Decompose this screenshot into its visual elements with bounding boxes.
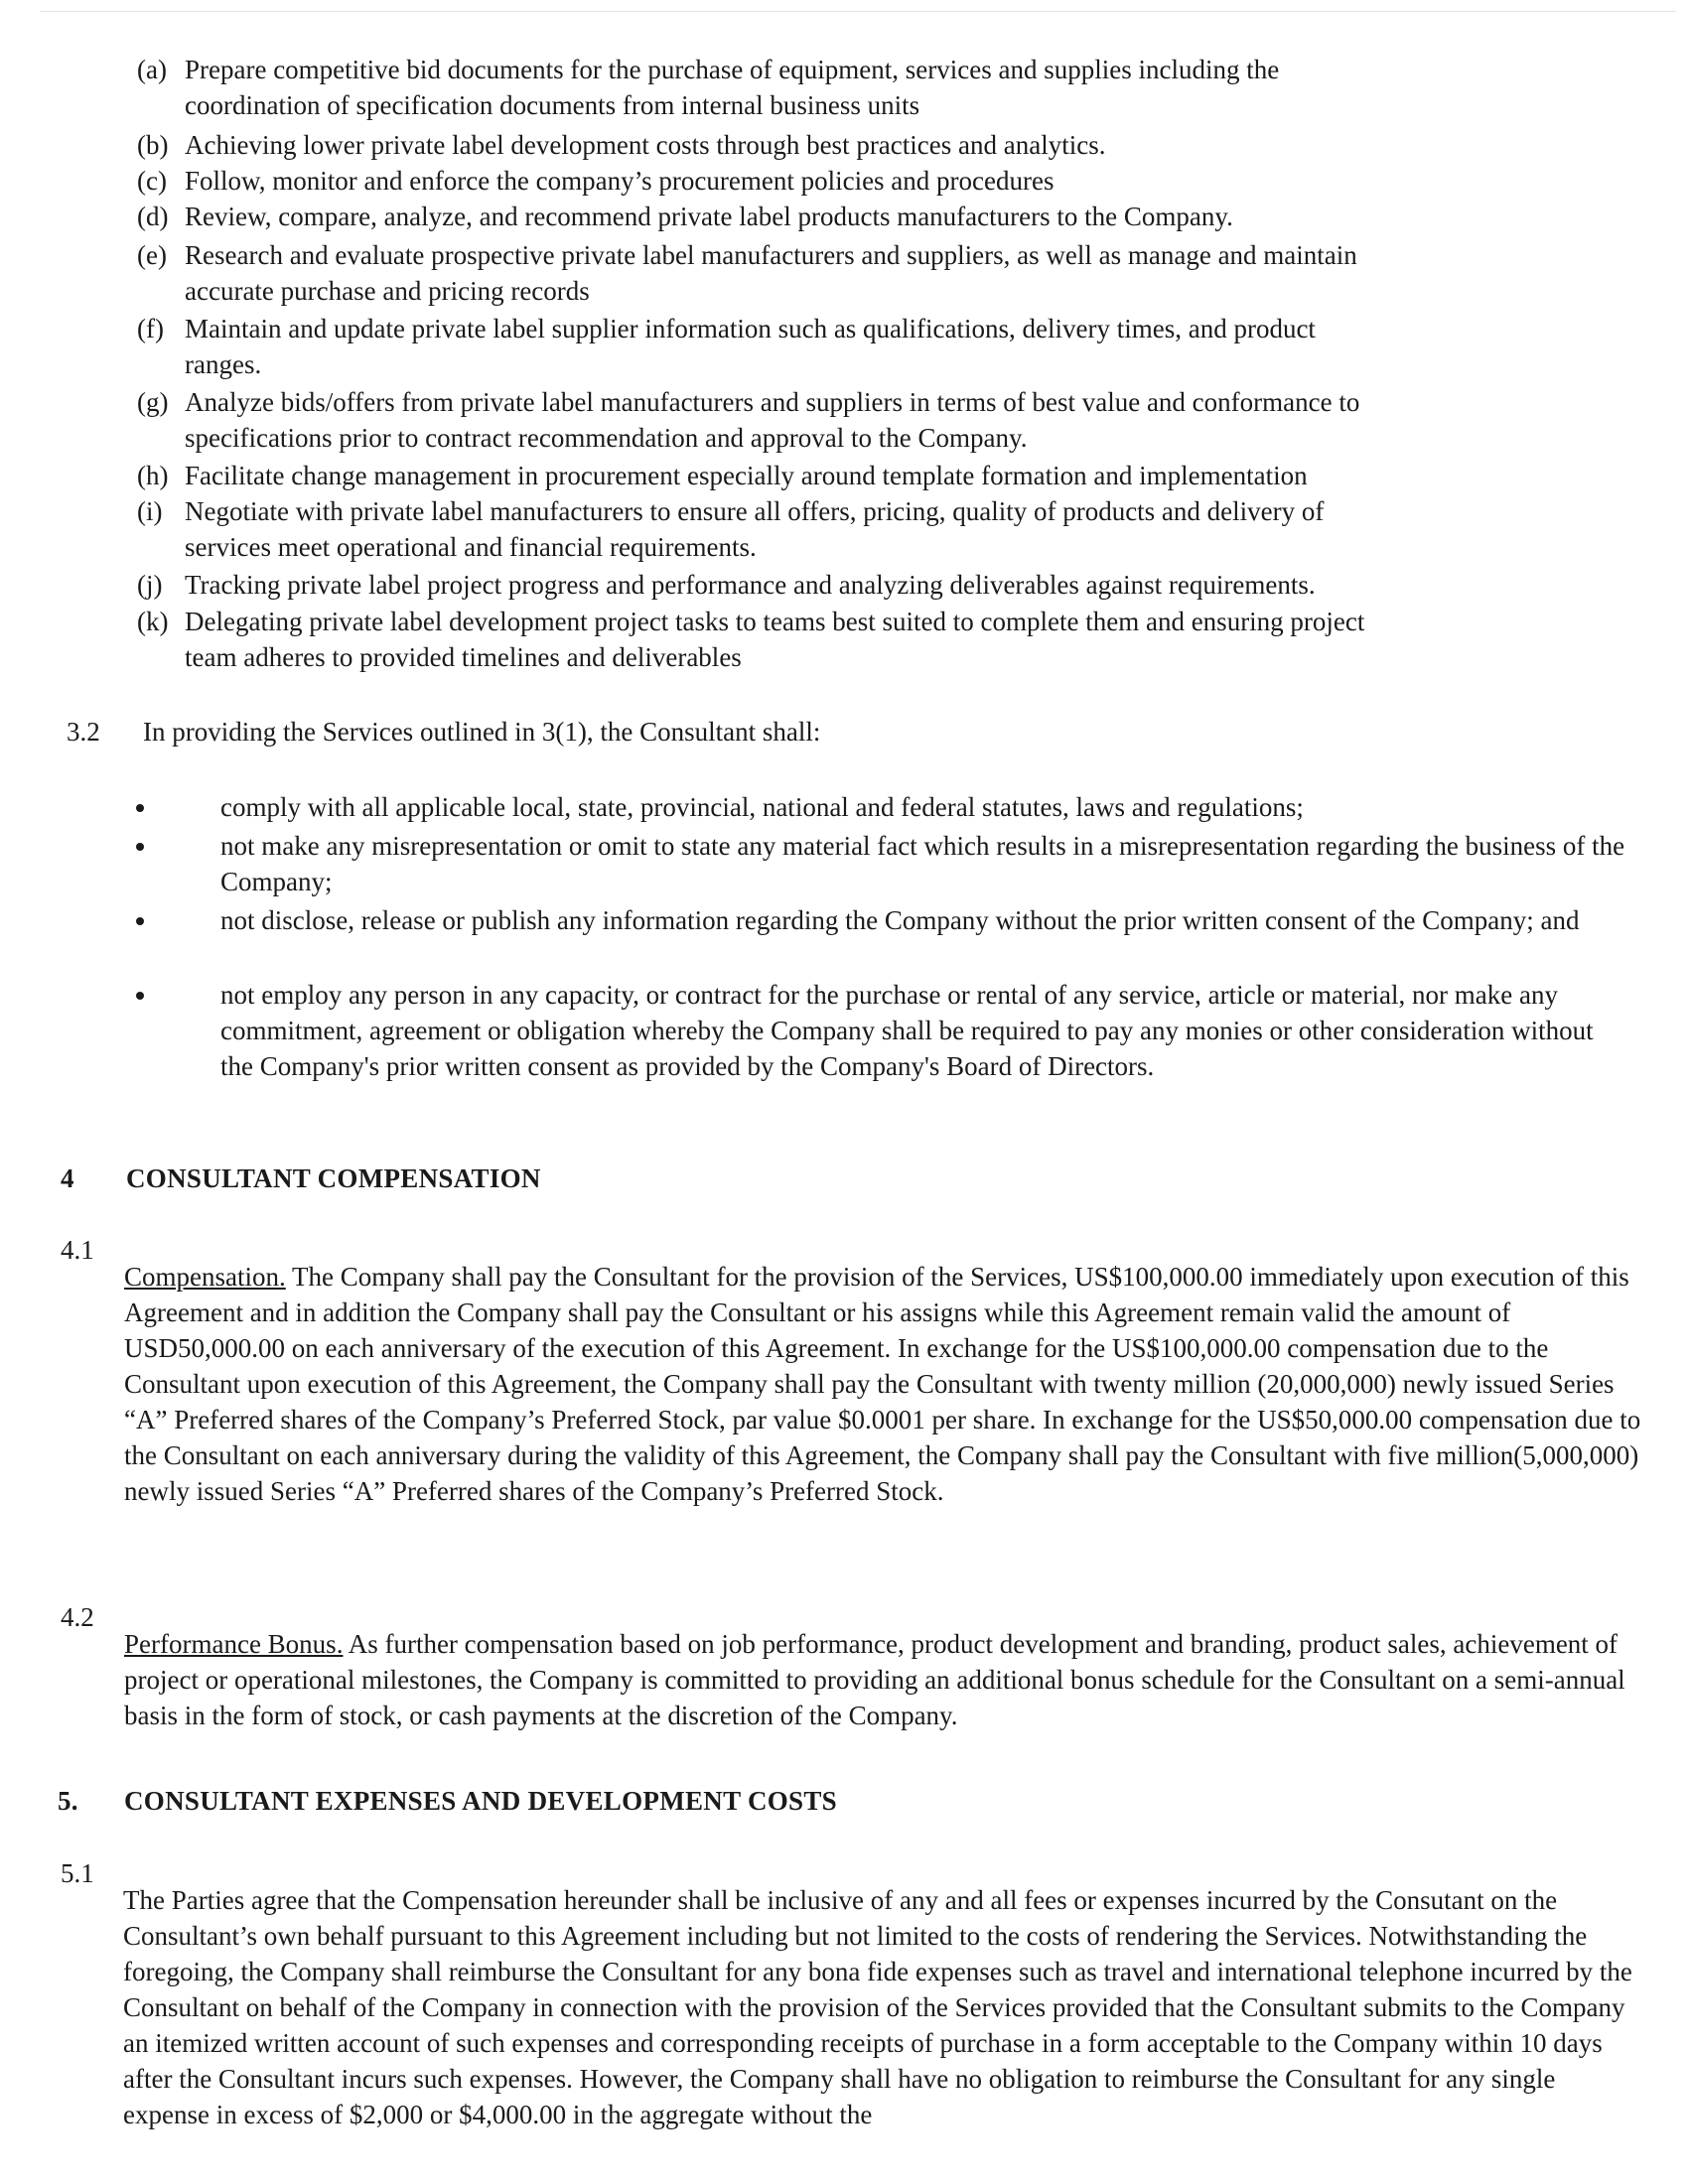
item-text: Negotiate with private label manufacturers to ensure all offers, pricing, quality of products and delivery of: [185, 496, 1325, 526]
bullet-icon: [136, 917, 144, 925]
clause-title: Compensation.: [124, 1262, 286, 1292]
item-label: (h): [137, 461, 169, 490]
item-text: Facilitate change management in procurement especially around template formation and implementation: [185, 461, 1308, 490]
list-item: [0, 567, 1688, 603]
item-text: ranges.: [185, 349, 262, 379]
section-heading: CONSULTANT COMPENSATION: [126, 1163, 541, 1193]
item-text: Review, compare, analyze, and recommend private label products manufacturers to the Company.: [185, 202, 1233, 231]
clause-text: The Company shall pay the Consultant for the provision of the Services, US$100,000.00 immediately upon execution of this Agreement and in addition the Company shall pay the Consultant or his assigns while this Agreement remain valid the amount of USD50,000.00 on each anniversary of the execution of this Agreement. In exchange for the US$100,000.00 compensation due to the Consultant upon execution of this Agreement, the Company shall pay the Consultant with twenty million (20,000,000) newly issued Series “A” Preferred shares of the Company’s Preferred Stock, par value $0.0001 per share. In exchange for the US$50,000.00 compensation due to the Consultant on each anniversary during the validity of this Agreement, the Company shall pay the Consultant with five million(5,000,000) newly issued Series “A” Preferred shares of the Company’s Preferred Stock.: [124, 1262, 1641, 1506]
section-number: 4: [61, 1163, 74, 1193]
section-number: 4.2: [61, 1602, 94, 1632]
section-paragraph: [124, 1626, 1643, 1733]
list-item: [0, 458, 1688, 493]
list-item: [0, 163, 1688, 199]
clause-text: As further compensation based on job performance, product development and branding, product sales, achievement of project or operational milestones, the Company is committed to providing an additional bonus schedule for the Consultant on a semi-annual basis in the form of stock, or cash payments at the discretion of the Company.: [124, 1629, 1625, 1730]
item-label: (i): [137, 496, 163, 526]
section-number: 4.1: [61, 1235, 94, 1265]
section-text: In providing the Services outlined in 3(1), the Consultant shall:: [143, 717, 821, 747]
item-label: (j): [137, 570, 163, 600]
item-text: Delegating private label development project tasks to teams best suited to complete them and ensuring project: [185, 607, 1365, 636]
section-heading: CONSULTANT EXPENSES AND DEVELOPMENT COSTS: [124, 1786, 837, 1816]
item-text: services meet operational and financial requirements.: [185, 532, 757, 562]
item-text: team adheres to provided timelines and deliverables: [185, 642, 742, 672]
bullet-text: not make any misrepresentation or omit to state any material fact which results in a misrepresentation regarding the business of the Company;: [220, 831, 1625, 896]
bullet-text: not disclose, release or publish any information regarding the Company without the prior written consent of the Company; and: [220, 905, 1580, 935]
item-label: (k): [137, 607, 169, 636]
page-top-edge: [40, 11, 1676, 12]
bullet-text: not employ any person in any capacity, or contract for the purchase or rental of any service, article or material, nor make any commitment, agreement or obligation whereby the Company shall be required to pay any monies or other consideration without the Company's prior written consent as provided by the Company's Board of Directors.: [220, 980, 1594, 1081]
item-text: Research and evaluate prospective private label manufacturers and suppliers, as well as manage and maintain: [185, 240, 1357, 270]
section-paragraph: The Parties agree that the Compensation hereunder shall be inclusive of any and all fees or expenses incurred by the Consutant on the Consultant’s own behalf pursuant to this Agreement including but not limited to the costs of rendering the Services. Notwithstanding the foregoing, the Company shall reimburse the Consultant for any bona fide expenses such as travel and international telephone incurred by the Consultant on behalf of the Company in connection with the provision of the Services provided that the Consultant submits to the Company an itemized written account of such expenses and corresponding receipts of purchase in a form acceptable to the Company within 10 days after the Consultant incurs such expenses. However, the Company shall have no obligation to reimburse the Consultant for any single expense in excess of $2,000 or $4,000.00 in the aggregate without the: [123, 1885, 1632, 2129]
item-label: (e): [137, 240, 167, 270]
item-text: Tracking private label project progress and performance and analyzing deliverables against requirements.: [185, 570, 1316, 600]
section-number: 3.2: [67, 717, 100, 747]
item-text: coordination of specification documents from internal business units: [185, 90, 920, 120]
item-label: (d): [137, 202, 169, 231]
bullet-icon: [136, 992, 144, 1000]
bullet-icon: [136, 843, 144, 851]
item-text: specifications prior to contract recommendation and approval to the Company.: [185, 423, 1028, 453]
list-item: [0, 384, 1688, 453]
list-item: [0, 52, 1688, 120]
list-item: [0, 199, 1688, 234]
section-paragraph: [124, 1259, 1643, 1509]
clause-title: Performance Bonus.: [124, 1629, 344, 1659]
item-label: (g): [137, 387, 169, 417]
item-label: (f): [137, 314, 164, 343]
item-text: Achieving lower private label development costs through best practices and analytics.: [185, 130, 1106, 160]
list-item: [0, 604, 1688, 672]
item-label: (c): [137, 166, 167, 196]
list-item: [0, 311, 1688, 379]
item-label: (a): [137, 55, 167, 84]
bullet-icon: [136, 804, 144, 812]
item-text: Analyze bids/offers from private label manufacturers and suppliers in terms of best value and conformance to: [185, 387, 1360, 417]
section-number: 5.: [58, 1786, 78, 1816]
bullet-text: comply with all applicable local, state, provincial, national and federal statutes, laws and regulations;: [220, 792, 1304, 822]
item-text: accurate purchase and pricing records: [185, 276, 590, 306]
item-text: Follow, monitor and enforce the company’s procurement policies and procedures: [185, 166, 1055, 196]
section-number: 5.1: [61, 1858, 94, 1888]
item-text: Prepare competitive bid documents for the purchase of equipment, services and supplies including the: [185, 55, 1280, 84]
item-text: Maintain and update private label supplier information such as qualifications, delivery times, and product: [185, 314, 1316, 343]
list-item: [0, 237, 1688, 306]
list-item: [0, 493, 1688, 562]
list-item: [0, 127, 1688, 163]
item-label: (b): [137, 130, 169, 160]
